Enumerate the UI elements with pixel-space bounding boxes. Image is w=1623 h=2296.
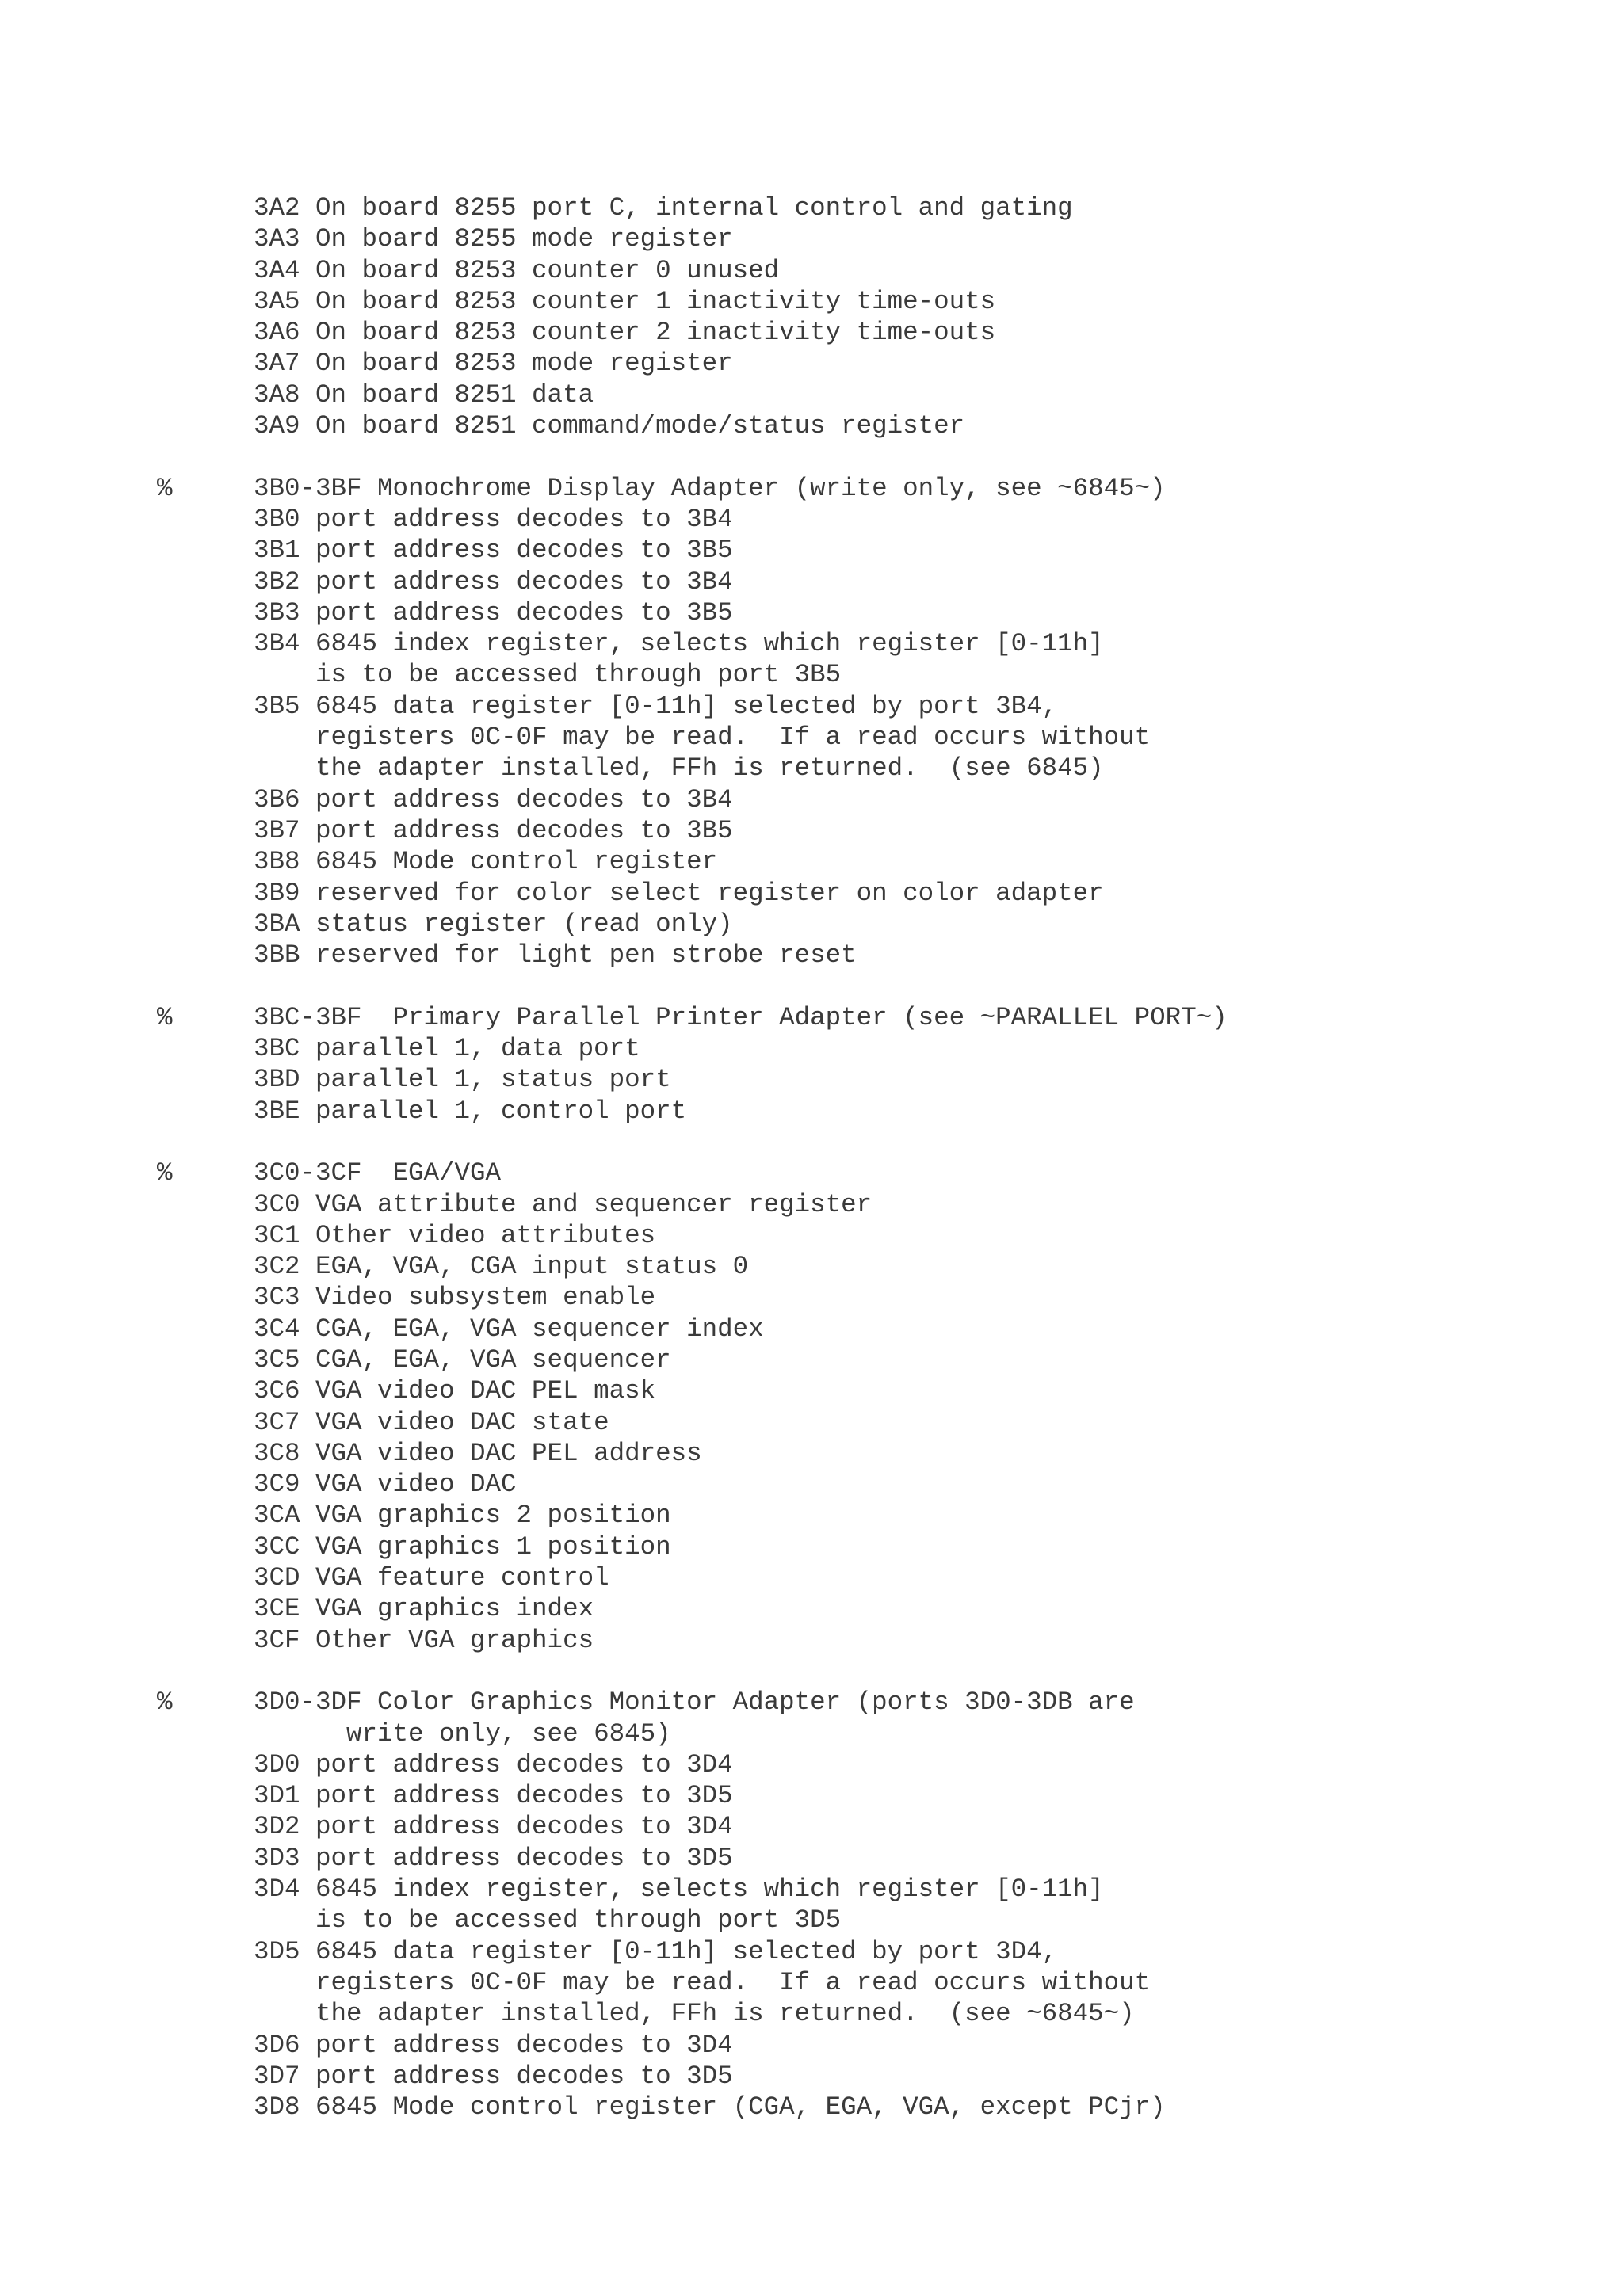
text-line bbox=[0, 1282, 1623, 1313]
line-text: 3C6 VGA video DAC PEL mask bbox=[254, 1376, 656, 1406]
text-line bbox=[0, 722, 1623, 753]
line-text: 3D8 6845 Mode control register (CGA, EGA, VGA, except PCjr) bbox=[254, 2092, 1166, 2122]
line-text: 3CA VGA graphics 2 position bbox=[254, 1501, 671, 1531]
line-text: 3BA status register (read only) bbox=[254, 909, 733, 939]
text-line bbox=[0, 566, 1623, 597]
text-line bbox=[0, 379, 1623, 410]
text-line bbox=[0, 784, 1623, 815]
text-line bbox=[0, 1687, 1623, 1718]
section-marker: % bbox=[157, 1688, 173, 1718]
line-text: 3BC-3BF Primary Parallel Printer Adapter (see ~PARALLEL PORT~) bbox=[254, 1002, 1228, 1032]
line-text: 3B0-3BF Monochrome Display Adapter (write only, see ~6845~) bbox=[254, 473, 1166, 503]
text-line bbox=[0, 1843, 1623, 1874]
section-marker: % bbox=[157, 473, 173, 503]
text-line bbox=[0, 1096, 1623, 1127]
line-text: write only, see 6845) bbox=[254, 1718, 671, 1749]
line-text: 3B8 6845 Mode control register bbox=[254, 847, 718, 877]
line-text: 3CC VGA graphics 1 position bbox=[254, 1531, 671, 1562]
line-text: registers 0C-0F may be read. If a read occurs without bbox=[254, 723, 1151, 753]
line-text: the adapter installed, FFh is returned. (see ~6845~) bbox=[254, 1999, 1135, 2029]
text-line bbox=[0, 846, 1623, 877]
line-text: 3D4 6845 index register, selects which register [0-11h] bbox=[254, 1875, 1104, 1905]
line-text: 3C4 CGA, EGA, VGA sequencer index bbox=[254, 1314, 764, 1344]
text-line bbox=[0, 2030, 1623, 2061]
section-marker: % bbox=[157, 1002, 173, 1032]
line-text: 3A5 On board 8253 counter 1 inactivity time-outs bbox=[254, 286, 996, 316]
text-line bbox=[0, 1438, 1623, 1469]
text-line bbox=[0, 348, 1623, 379]
blank-line bbox=[0, 441, 1623, 472]
line-text: 3D0-3DF Color Graphics Monitor Adapter (ports 3D0-3DB are bbox=[254, 1688, 1135, 1718]
text-line bbox=[0, 753, 1623, 784]
line-text: 3C3 Video subsystem enable bbox=[254, 1283, 656, 1313]
line-text: 3D0 port address decodes to 3D4 bbox=[254, 1749, 733, 1779]
text-line bbox=[0, 1593, 1623, 1624]
text-line bbox=[0, 1874, 1623, 1905]
text-line bbox=[0, 1033, 1623, 1064]
text-line bbox=[0, 628, 1623, 659]
text-line bbox=[0, 1562, 1623, 1593]
text-line bbox=[0, 1967, 1623, 1998]
text-line bbox=[0, 1811, 1623, 1842]
line-text: 3D2 port address decodes to 3D4 bbox=[254, 1812, 733, 1842]
text-line bbox=[0, 223, 1623, 254]
line-text: 3B3 port address decodes to 3B5 bbox=[254, 597, 733, 627]
text-line bbox=[0, 2092, 1623, 2122]
line-text: the adapter installed, FFh is returned. (see 6845) bbox=[254, 753, 1104, 784]
text-line bbox=[0, 597, 1623, 628]
text-line bbox=[0, 878, 1623, 909]
line-text: 3BE parallel 1, control port bbox=[254, 1096, 687, 1126]
line-text: 3B6 port address decodes to 3B4 bbox=[254, 784, 733, 814]
line-text: 3C7 VGA video DAC state bbox=[254, 1407, 609, 1437]
line-text: 3A2 On board 8255 port C, internal control and gating bbox=[254, 193, 1073, 223]
line-text: 3CE VGA graphics index bbox=[254, 1594, 594, 1624]
line-text: 3BB reserved for light pen strobe reset bbox=[254, 940, 857, 971]
line-text: 3B0 port address decodes to 3B4 bbox=[254, 504, 733, 534]
text-line bbox=[0, 2061, 1623, 2092]
line-text: 3C1 Other video attributes bbox=[254, 1220, 656, 1250]
text-line bbox=[0, 410, 1623, 441]
text-line bbox=[0, 504, 1623, 535]
line-text: 3CD VGA feature control bbox=[254, 1563, 609, 1593]
line-text: 3C0-3CF EGA/VGA bbox=[254, 1158, 502, 1188]
text-line bbox=[0, 286, 1623, 317]
text-line bbox=[0, 815, 1623, 846]
line-text: is to be accessed through port 3D5 bbox=[254, 1905, 842, 1936]
text-line bbox=[0, 1407, 1623, 1438]
text-line bbox=[0, 1469, 1623, 1500]
text-line bbox=[0, 1500, 1623, 1531]
text-line bbox=[0, 940, 1623, 971]
section-marker: % bbox=[157, 1158, 173, 1188]
line-text: 3C2 EGA, VGA, CGA input status 0 bbox=[254, 1252, 749, 1282]
blank-line bbox=[0, 1127, 1623, 1158]
text-line bbox=[0, 317, 1623, 348]
line-text: 3B7 port address decodes to 3B5 bbox=[254, 815, 733, 845]
line-text: 3B5 6845 data register [0-11h] selected by port 3B4, bbox=[254, 691, 1058, 721]
text-line bbox=[0, 1531, 1623, 1562]
line-text: 3A8 On board 8251 data bbox=[254, 379, 594, 410]
line-text: 3B4 6845 index register, selects which register [0-11h] bbox=[254, 629, 1104, 659]
line-text: 3A7 On board 8253 mode register bbox=[254, 349, 733, 379]
text-line bbox=[0, 1780, 1623, 1811]
blank-line bbox=[0, 971, 1623, 1001]
line-text: 3D7 port address decodes to 3D5 bbox=[254, 2061, 733, 2091]
text-line bbox=[0, 1998, 1623, 2029]
text-line bbox=[0, 1189, 1623, 1220]
text-line bbox=[0, 1314, 1623, 1344]
text-line bbox=[0, 1158, 1623, 1188]
line-text: 3D5 6845 data register [0-11h] selected by port 3D4, bbox=[254, 1936, 1058, 1966]
line-text: registers 0C-0F may be read. If a read occurs without bbox=[254, 1967, 1151, 1997]
line-text: 3C5 CGA, EGA, VGA sequencer bbox=[254, 1344, 671, 1375]
text-line bbox=[0, 473, 1623, 504]
text-line bbox=[0, 1625, 1623, 1656]
line-text: 3A9 On board 8251 command/mode/status register bbox=[254, 411, 965, 441]
text-line bbox=[0, 1002, 1623, 1033]
text-line bbox=[0, 1936, 1623, 1967]
text-line bbox=[0, 1220, 1623, 1251]
text-line bbox=[0, 193, 1623, 223]
document-page bbox=[0, 193, 1623, 2122]
line-text: 3B9 reserved for color select register on color adapter bbox=[254, 878, 1104, 908]
text-line bbox=[0, 1375, 1623, 1406]
line-text: 3A4 On board 8253 counter 0 unused bbox=[254, 255, 780, 285]
line-text: 3BC parallel 1, data port bbox=[254, 1034, 640, 1064]
text-line bbox=[0, 255, 1623, 286]
blank-line bbox=[0, 1656, 1623, 1687]
line-text: 3D6 port address decodes to 3D4 bbox=[254, 2030, 733, 2060]
line-text: 3B1 port address decodes to 3B5 bbox=[254, 536, 733, 566]
text-line bbox=[0, 535, 1623, 566]
text-line bbox=[0, 1251, 1623, 1282]
line-text: 3A6 On board 8253 counter 2 inactivity time-outs bbox=[254, 318, 996, 348]
text-line bbox=[0, 909, 1623, 940]
line-text: 3C9 VGA video DAC bbox=[254, 1470, 517, 1500]
line-text: 3D1 port address decodes to 3D5 bbox=[254, 1781, 733, 1811]
text-line bbox=[0, 1344, 1623, 1375]
text-line bbox=[0, 1064, 1623, 1095]
line-text: 3C0 VGA attribute and sequencer register bbox=[254, 1189, 873, 1219]
line-text: 3C8 VGA video DAC PEL address bbox=[254, 1438, 702, 1468]
line-text: 3CF Other VGA graphics bbox=[254, 1625, 594, 1655]
text-line bbox=[0, 1718, 1623, 1749]
line-text: 3D3 port address decodes to 3D5 bbox=[254, 1843, 733, 1873]
line-text: 3B2 port address decodes to 3B4 bbox=[254, 566, 733, 597]
text-line bbox=[0, 659, 1623, 690]
text-line bbox=[0, 691, 1623, 722]
text-line bbox=[0, 1905, 1623, 1936]
line-text: is to be accessed through port 3B5 bbox=[254, 660, 842, 690]
text-line bbox=[0, 1749, 1623, 1780]
line-text: 3A3 On board 8255 mode register bbox=[254, 224, 733, 254]
line-text: 3BD parallel 1, status port bbox=[254, 1065, 671, 1095]
